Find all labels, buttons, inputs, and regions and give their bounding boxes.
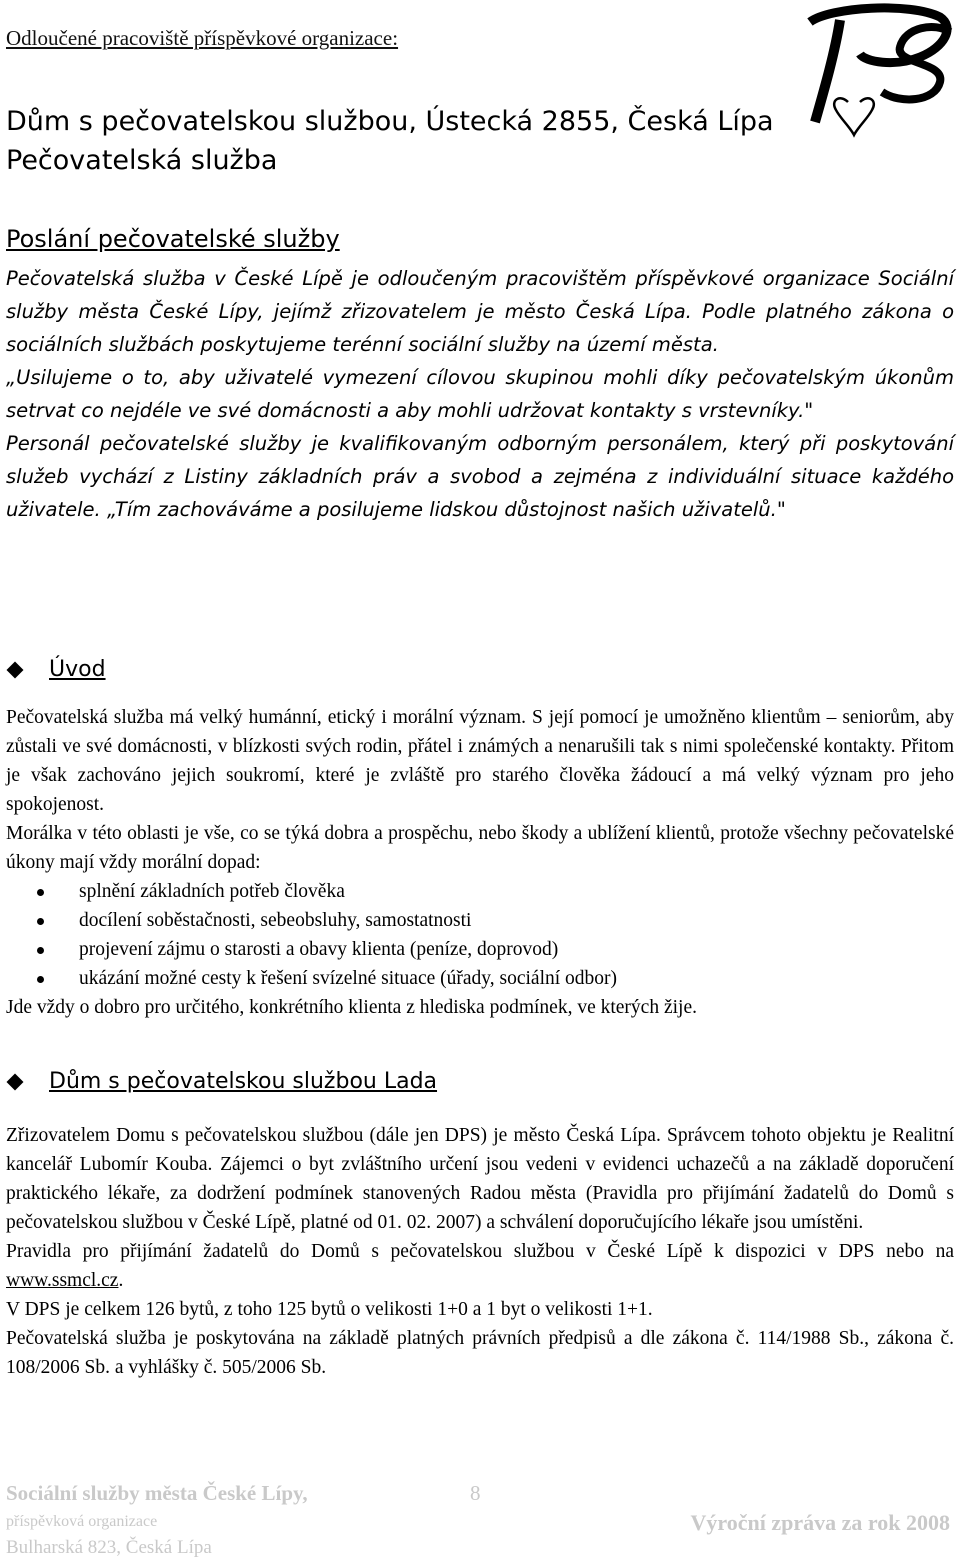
intro-paragraph: Pečovatelská služba má velký humánní, etický i morální význam. S její pomocí je umožněno klientům – seniorům, aby zůstali ve své domácnosti, v blízkosti svých rodin, přátel i známých a nenarušili tak s nimi společenské kontakty. Přitom je však zachováno jejich soukromí, které je zvláště pro starého člověka žádoucí a má velký význam pro jeho spokojenost.: [6, 707, 954, 815]
org-branch-label: Odloučené pracoviště příspěvkové organizace:: [6, 26, 399, 50]
lada-rules-paragraph: [6, 1237, 954, 1295]
lada-legal-paragraph: Pečovatelská služba je poskytována na základě platných právních předpisů a dle zákona č. 114/1988 Sb., zákona č. 108/2006 Sb. a vyhlášky č. 505/2006 Sb.: [6, 1328, 954, 1378]
intro-section: [6, 703, 954, 1022]
diamond-bullet-icon: [7, 1073, 24, 1090]
diamond-bullet-icon: [7, 661, 24, 678]
footer-address: Bulharská 823, Česká Lípa: [6, 1537, 212, 1558]
intro-list: [6, 877, 954, 993]
mission-heading: Poslání pečovatelské služby: [6, 225, 340, 253]
document-subtitle: Pečovatelská služba: [6, 145, 278, 176]
intro-closing-paragraph: Jde vždy o dobro pro určitého, konkrétního klienta z hlediska podmínek, ve kterých žije.: [6, 997, 697, 1018]
ssmcl-link[interactable]: www.ssmcl.cz: [6, 1270, 119, 1291]
mission-text: [6, 262, 954, 526]
ps-logo-icon: [770, 2, 956, 152]
mission-paragraph: Pečovatelská služba v České Lípě je odloučeným pracovištěm příspěvkové organizace Sociální služby města České Lípy, jejímž zřizovatelem je město Česká Lípa. Podle platného zákona o sociálních službách poskytujeme terénní sociální služby na území města.: [6, 267, 954, 356]
lada-heading-text: Dům s pečovatelskou službou Lada: [49, 1069, 438, 1094]
intro-heading-text: Úvod: [49, 657, 106, 682]
footer-report-title: Výroční zpráva za rok 2008: [690, 1510, 950, 1535]
intro-morality-paragraph: Morálka v této oblasti je vše, co se týká dobra a prospěchu, nebo škody a ublížení klientů, protože všechny pečovatelské úkony mají vždy morální dopad:: [6, 823, 954, 873]
list-item: ukázání možné cesty k řešení svízelné situace (úřady, sociální odbor): [6, 964, 954, 993]
lada-paragraph: Zřizovatelem Domu s pečovatelskou službou (dále jen DPS) je město Česká Lípa. Správcem tohoto objektu je Realitní kancelář Lubomír Kouba. Zájemci o byt zvláštního určení jsou vedeni v evidenci uchazečů a na základě doporučení praktického lékaře, za dodržení podmínek stanovených Radou města (Pravidla pro přijímání žadatelů do Domů s pečovatelskou službou v České Lípě, platné od 01. 02. 2007) a schválení doporučujícího lékaře jsou umístěni.: [6, 1125, 954, 1233]
lada-heading: [6, 1069, 437, 1094]
mission-quote: „Usilujeme o to, aby uživatelé vymezení cílovou skupinou mohli díky pečovatelským úkonům setrvat co nejdéle ve své domácnosti a aby mohli udržovat kontakty s vrstevníky.": [6, 366, 954, 422]
list-item: projevení zájmu o starosti a obavy klienta (peníze, doprovod): [6, 935, 954, 964]
lada-section: [6, 1121, 954, 1382]
footer-org-type: příspěvková organizace: [6, 1513, 158, 1530]
mission-staff-paragraph: Personál pečovatelské služby je kvalifikovaným odborným personálem, který při poskytování služeb vychází z Listiny základních práv a svobod a zejména z individuální situace každého uživatele. „Tím zachováváme a posilujeme lidskou důstojnost našich uživatelů.": [6, 432, 954, 521]
intro-heading: [6, 657, 106, 682]
list-item: docílení soběstačnosti, sebeobsluhy, samostatnosti: [6, 906, 954, 935]
footer-page-number: 8: [470, 1481, 481, 1505]
footer-org-name: Sociální služby města České Lípy,: [6, 1481, 308, 1505]
document-title: Dům s pečovatelskou službou, Ústecká 2855, Česká Lípa: [6, 106, 774, 137]
lada-rules-text: Pravidla pro přijímání žadatelů do Domů s pečovatelskou službou v České Lípě k dispozici v DPS nebo na: [6, 1241, 954, 1262]
lada-rules-end: .: [118, 1270, 124, 1291]
list-item: splnění základních potřeb člověka: [6, 877, 954, 906]
lada-flats-paragraph: V DPS je celkem 126 bytů, z toho 125 bytů o velikosti 1+0 a 1 byt o velikosti 1+1.: [6, 1299, 653, 1320]
